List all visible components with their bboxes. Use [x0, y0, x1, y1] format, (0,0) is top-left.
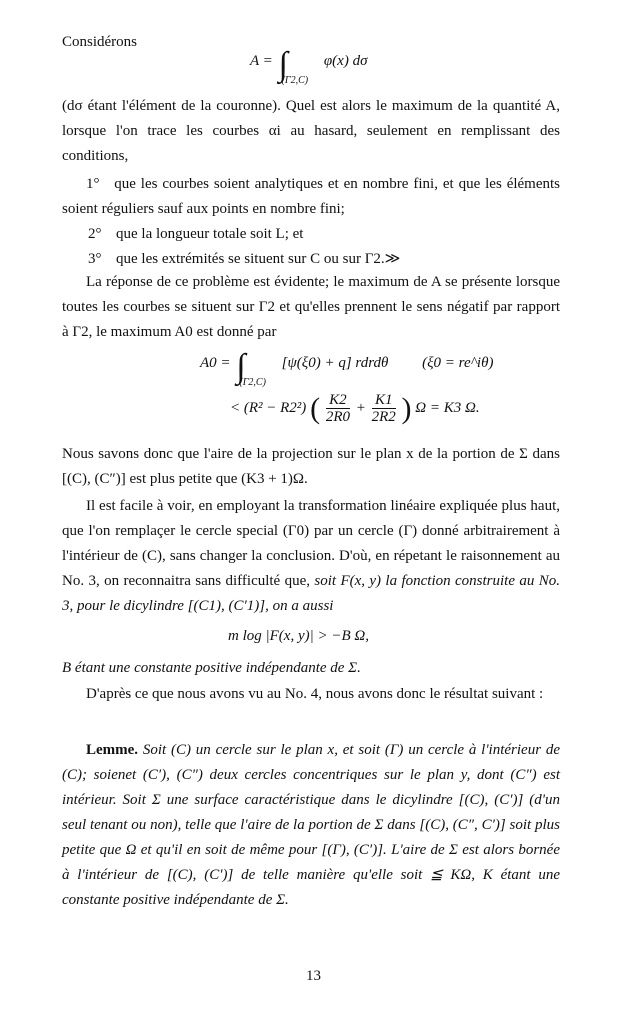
equation-2-line-2 — [230, 392, 480, 426]
para2-text: La réponse de ce problème est évidente; le maximum de A se présente lorsque toutes les courbes se situent sur Γ2 et qu'elles prennent le sens négatif par rapport à Γ2, le maximum A0 est donné par — [62, 274, 560, 340]
lemma-block — [62, 738, 560, 913]
para4-text — [62, 494, 560, 619]
condition-3-text: que les extrémités se situent sur C ou sur Γ2.≫ — [116, 251, 401, 267]
eq3-text: m log |F(x, y)| > −B Ω, — [228, 628, 369, 644]
plus-sign: + — [355, 400, 366, 416]
para5-text: B étant une constante positive indépendante de Σ. — [62, 660, 361, 676]
eq2-lhs: A0 = — [200, 355, 231, 371]
condition-1-num: 1° — [86, 176, 100, 192]
eq1-domain: (Γ2,C) — [281, 75, 309, 86]
frac1-denominator: 2R0 — [325, 409, 350, 426]
lemma-heading: Lemme. — [86, 742, 139, 758]
para6-text: D'après ce que nous avons vu au No. 4, nous avons donc le résultat suivant : — [86, 686, 544, 702]
eq2-integrand: [ψ(ξ0) + q] rdrdθ — [281, 355, 389, 371]
condition-2 — [62, 222, 560, 247]
para4-plain: Il est facile à voir, en employant la transformation linéaire expliquée plus haut, que l'on remplaçer le cercle special (Γ0) par un cercle (Γ) donné arbitrairement à l'intérieur de (C), sans changer la conclusion. D'où, en répetant le raisonnement au No. 3, on reconnaitra sans difficulté que, — [62, 498, 560, 589]
condition-1-text: que les courbes soient analytiques et en nombre fini, et que les éléments soient réguliers sauf aux points en nombre fini; — [62, 176, 561, 217]
fraction-1 — [326, 392, 350, 425]
eq2-side: (ξ0 = re^iθ) — [422, 355, 494, 371]
paragraph-2 — [62, 270, 560, 345]
para1-text: (dσ étant l'élément de la couronne). Quel est alors le maximum de la quantité A, lorsque l'on trace les courbes αi au hasard, seulement en remplissant des conditions, — [62, 98, 560, 164]
right-paren: ) — [401, 392, 412, 425]
intro-text: Considérons — [62, 34, 137, 50]
paragraph-1 — [62, 94, 560, 169]
condition-1 — [62, 172, 560, 222]
frac2-denominator: 2R2 — [371, 409, 396, 426]
condition-3-num: 3° — [88, 251, 102, 267]
eq2-domain: (Γ2,C) — [239, 377, 266, 388]
lemma-paragraph — [62, 738, 560, 913]
eq2-line2-prefix: < (R² − R2²) — [230, 400, 307, 416]
paragraph-6 — [62, 682, 560, 707]
lemma-body: Soit (C) un cercle sur le plan x, et soit (Γ) un cercle à l'intérieur de (C); soienet (C′), (C″) deux cercles concentriques sur le plan y, dont (C″) est intérieur. Soit Σ une surface caractéristique dans le dicylindre [(C), (C′)] (d'un seul tenant ou non), telle que l'aire de la portion de Σ dans [(C), (C″, C′)] soit plus petite que Ω et qu'il en soit de même pour [(Γ), (C′)]. L'aire de Σ est alors bornée à l'intérieur de [(C), (C′)] de telle manière qu'elle soit ≦ KΩ, K étant une constante positive indépendante de Σ. — [62, 742, 560, 908]
equation-3 — [228, 628, 369, 645]
paragraph-3 — [62, 442, 560, 492]
para4-italic: soit F(x, y) la fonction construite au No. 3, pour le dicylindre [(C1), (C′1)], on a aussi — [62, 573, 561, 614]
equation-1 — [250, 46, 367, 84]
frac2-numerator: K1 — [372, 392, 396, 409]
paragraph-5 — [62, 656, 560, 681]
condition-2-num: 2° — [88, 226, 102, 242]
condition-3 — [62, 247, 560, 272]
integral-sign-2: ∫ — [236, 348, 246, 385]
fraction-2 — [372, 392, 396, 425]
paragraph-4 — [62, 494, 560, 619]
frac1-numerator: K2 — [326, 392, 350, 409]
eq1-integrand: φ(x) dσ — [323, 53, 368, 69]
condition-2-text: que la longueur totale soit L; et — [116, 226, 304, 242]
equation-2-line-1 — [200, 348, 493, 386]
eq2-line2-suffix: Ω = K3 Ω. — [415, 400, 480, 416]
para3-text: Nous savons donc que l'aire de la projection sur le plan x de la portion de Σ dans [(C), (C″)] est plus petite que (K3 + 1)Ω. — [62, 446, 560, 487]
left-paren: ( — [310, 392, 321, 425]
eq1-lhs: A = — [250, 53, 273, 69]
conditions-list — [62, 172, 560, 272]
integral-sign: ∫ — [278, 46, 288, 83]
page-number: 13 — [306, 968, 321, 984]
